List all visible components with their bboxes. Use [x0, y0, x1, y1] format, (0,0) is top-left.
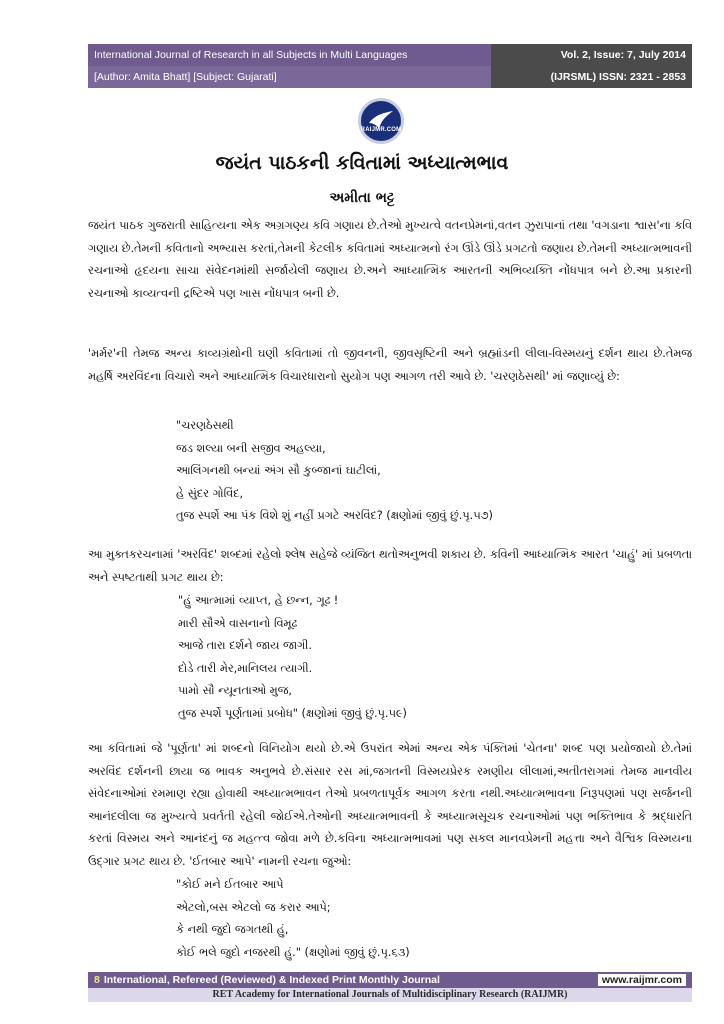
- article-author: અમીતા ભટ્ટ: [329, 190, 395, 206]
- footer-journal: [94, 974, 440, 986]
- author-subject-row: [88, 66, 692, 88]
- poem-line: જડ શલ્યા બની સજીવ અહલ્યા,: [176, 441, 326, 455]
- poem-line: તુજ સ્પર્શે આ પંક વિશે શું નહીં પ્રગટે અરવિંદ? (ક્ષણોમાં જીવું છું.પૃ.૫૭): [176, 509, 493, 522]
- poem-line: દોડે તારી મેર,માનિલય ત્યાગી.: [178, 661, 313, 675]
- poem-line: તુજ સ્પર્શે પૂર્ણતામાં પ્રબોધ" (ક્ષણોમાં જીવું છું.પૃ.૫૯): [178, 706, 407, 720]
- paragraph: આ કવિતામાં જે 'પૂર્ણતા' માં શબ્દનો વિનિયોગ થયો છે.એ ઉપરાંત એમાં અન્ય એક પંક્તિમાં 'ચેતના' શબ્દ પણ પ્રયોજાયો છે.તેમાં અરવિંદ દર્શનની છાયા જ ભાવક અનુભવે છે.સંસાર રસ માં,જગતની વિસ્મયપ્રેરક રમણીય લીલામાં,અતીતરાગમાં તેમજ માનવીય સંવેદનાઓમાં રમમાણ રહ્યા હોવાથી અધ્યાત્મભાવન તેઓ પ્રબળતાપૂર્વક આગળ કરતા નથી.અધ્યાત્મભાવના નિરૂપણમાં પણ સર્જનની આનંદલીલા જ મુખ્યત્વે પ્રવર્તતી રહેલી જોઈએ.તેઓની અધ્યાત્મભાવની કે અધ્યાત્મસૂચક રચનાઓમાં પણ ભક્તિભાવ કે શ્રદ્ધારતિ કરતાં વિસ્મય અને આનંદનું જ મહત્ત્વ જોવા મળે છે.કવિના અધ્યાત્મભાવમાં પણ સકલ માનવપ્રેમની મહત્તા અને વૈશ્વિક વિસ્મયના ઉદ્ગાર પ્રગટ થાય છે. 'ઈતબાર આપે' નામની રચના જુઓ:: [88, 742, 692, 868]
- issn-info: (IJRSML) ISSN: 2321 - 2853: [491, 66, 692, 88]
- footer-journal-line: International, Refereed (Reviewed) & Indexed Print Monthly Journal: [103, 974, 440, 986]
- bird-icon: [367, 109, 395, 131]
- poem-line: આજે તારા દર્શને જાય જાગી.: [178, 639, 312, 652]
- poem-quote: [178, 590, 407, 725]
- paragraph: 'મર્મર'ની તેમજ અન્ય કાવ્યગ્રંથોની ઘણી કવિતામાં તો જીવનની, જીવસૃષ્ટિની અને બ્રહ્માંડની લીલા-વિસ્મયનું દર્શન થાય છે.તેમજ મહર્ષિ અરવિંદના વિચારો અને આધ્યાત્મિક વિચારધારાનો સુયોગ પણ આગળ તરી આવે છે. 'ચરણઠેસથી' માં જણાવ્યું છે:: [88, 347, 692, 383]
- article-title: જયંત પાઠકની કવિતામાં અધ્યાત્મભાવ: [215, 152, 509, 174]
- poem-line: "ચરણઠેસથી: [176, 419, 234, 432]
- poem-line: કે નથી જુદો જગતથી હું,: [176, 923, 289, 936]
- poem-line: હે સુંદર ગોવિંદ,: [176, 486, 244, 500]
- journal-header-row: [88, 44, 692, 66]
- poem-line: એટલો,બસ એટલો જ કરાર આપે;: [176, 900, 331, 914]
- poem-line: મારી સૌએ વાસનાનો વિમૂઢ: [178, 616, 298, 630]
- poem-quote: [176, 874, 410, 964]
- author-subject: [Author: Amita Bhatt] [Subject: Gujarati]: [88, 66, 491, 88]
- poem-quote: [176, 415, 493, 528]
- poem-line: "હું આત્મામાં વ્યાપ્ત, હે છન્ન, ગૂઢ !: [178, 594, 339, 607]
- poem-line: "કોઈ મને ઈતબાર આપે: [176, 878, 284, 891]
- logo-text: RAIJMR.COM: [360, 127, 402, 133]
- poem-line: પામો સૌ ન્યૂનતાઓ મુજ,: [178, 684, 292, 697]
- journal-logo: [358, 98, 404, 144]
- footer-bar: [88, 972, 692, 988]
- paragraph: જયંત પાઠક ગુજરાતી સાહિત્યના એક અગ્રગણ્ય કવિ ગણાય છે.તેઓ મુખ્યત્વે વતનપ્રેમનાં,વતન ઝુરાપાનાં તથા 'વગડાના શ્વાસ'ના કવિ ગણાય છે.તેમની કવિતાનો અભ્યાસ કરતાં,તેમની કેટલીક કવિતામાં અધ્યાત્મનો રંગ ઊંડે ઊંડે પ્રગટતો જણાય છે.તેમની અધ્યાત્મભાવની રચનાઓ હૃદયના સાચા સંવેદનમાંથી સર્જાયેલી જણાય છે.અને આધ્યાત્મિક આરતની અભિવ્યક્તિ નોંધપાત્ર બને છે.આ પ્રકારની રચનાઓ કાવ્યત્વની દ્રષ્ટિએ પણ ખાસ નોંધપાત્ર બની છે.: [88, 219, 692, 300]
- page-number: 8: [94, 974, 100, 986]
- poem-line: કોઈ ભલે જુદો નજરથી હું." (ક્ષણોમાં જીવું છું.પૃ.૬૩): [176, 945, 410, 959]
- journal-name: International Journal of Research in all Subjects in Multi Languages: [88, 44, 491, 66]
- paragraph: આ મુક્તકરચનામાં 'અરવિંદ' શબ્દમાં રહેલો શ્લેષ સહેજે વ્યંજિત થતોઅનુભવી શકાય છે. કવિની આધ્યાત્મિક આરત 'ચાહું' માં પ્રબળતા અને સ્પષ્ટતાથી પ્રગટ થાય છે:: [88, 548, 692, 584]
- journal-url-link[interactable]: www.raijmr.com: [598, 974, 686, 986]
- footer-academy: RET Academy for International Journals of Multidisciplinary Research (RAIJMR): [88, 988, 692, 1002]
- issue-info: Vol. 2, Issue: 7, July 2014: [491, 44, 692, 66]
- poem-line: આલિંગનથી બન્યાં અંગ સૌ કુબ્જાનાં ઘાટીલાં,: [176, 464, 381, 477]
